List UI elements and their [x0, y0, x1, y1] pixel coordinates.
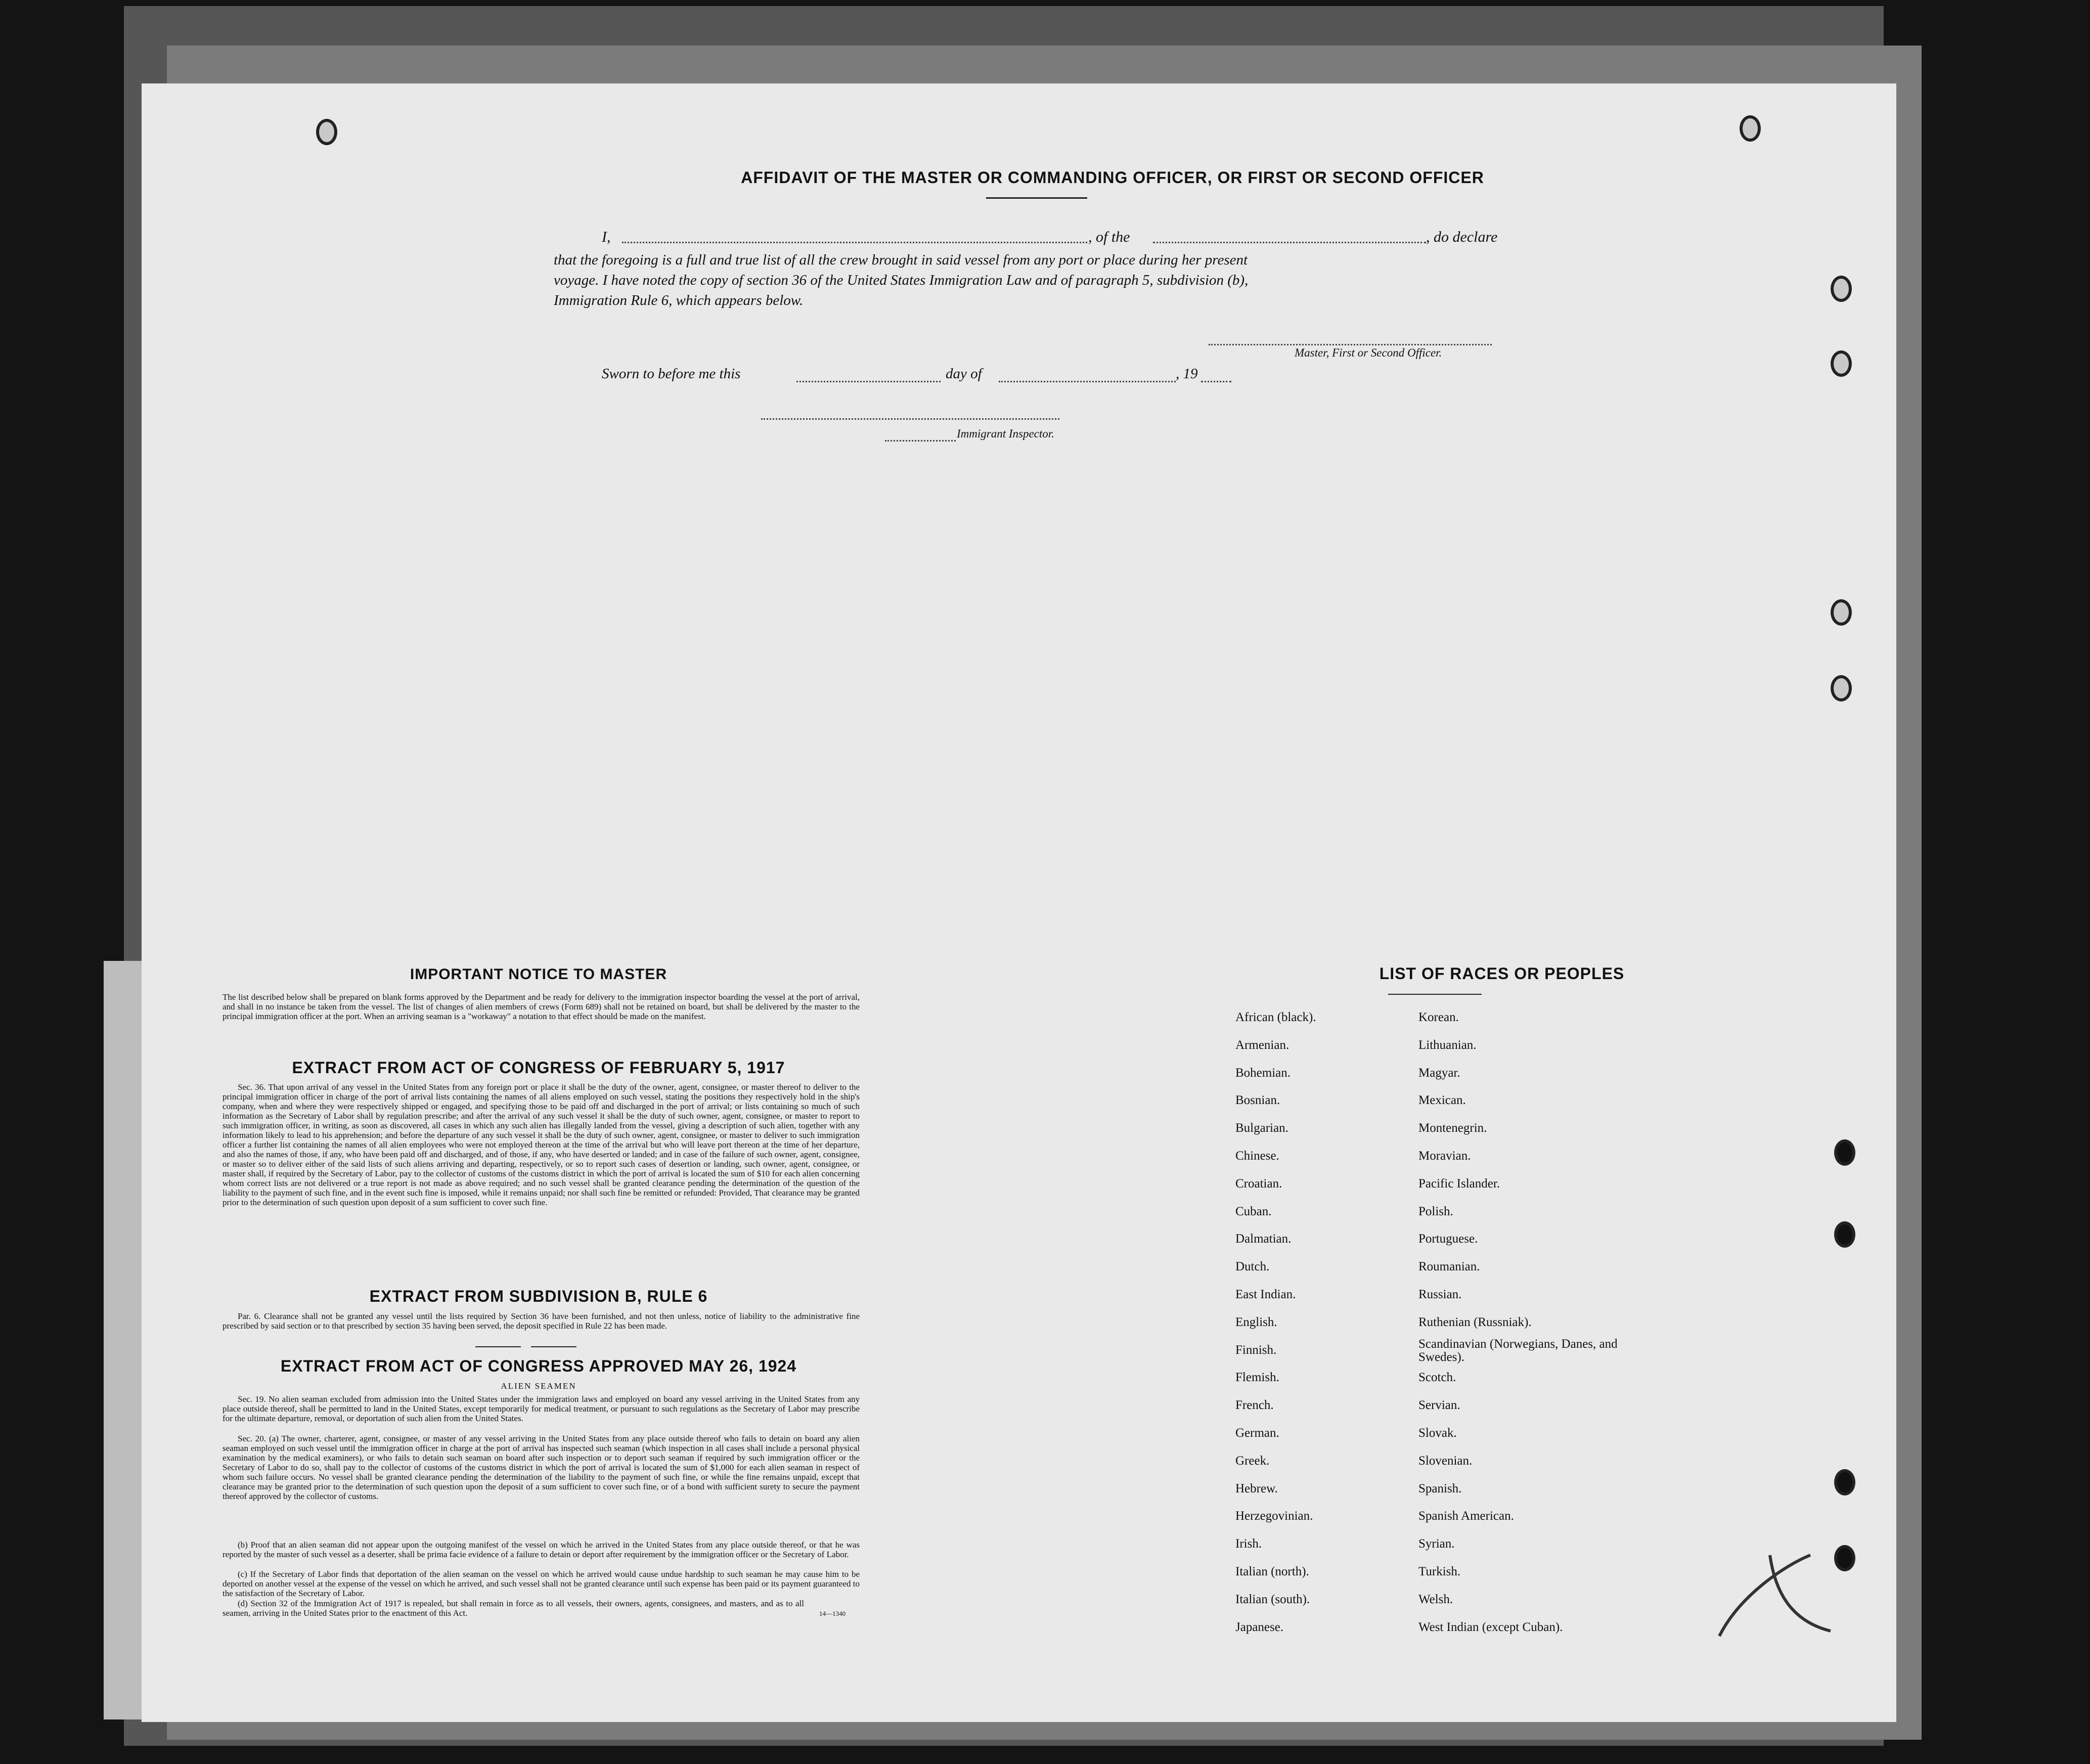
year-label: , 19 [1176, 366, 1198, 382]
race-item: Turkish. [1418, 1564, 1461, 1578]
race-item: Korean. [1418, 1010, 1459, 1024]
race-item: Italian (south). [1235, 1592, 1310, 1606]
race-item: African (black). [1235, 1010, 1316, 1024]
separator-rule [475, 1346, 521, 1347]
race-item: Japanese. [1235, 1620, 1284, 1634]
race-item: Flemish. [1235, 1371, 1279, 1385]
race-item: Pacific Islander. [1418, 1176, 1500, 1190]
punch-hole-icon [1831, 599, 1852, 626]
punch-hole-icon [1834, 1221, 1855, 1248]
subdivision-title: EXTRACT FROM SUBDIVISION B, RULE 6 [369, 1287, 708, 1305]
punch-hole-icon [1831, 350, 1852, 377]
race-item: East Indian. [1235, 1287, 1296, 1301]
extract-1924-title: EXTRACT FROM ACT OF CONGRESS APPROVED MAY 26, 1924 [280, 1357, 797, 1375]
race-item: Dutch. [1235, 1260, 1270, 1274]
races-title-rule [1388, 994, 1482, 995]
race-item: Bosnian. [1235, 1093, 1280, 1108]
race-item: Italian (north). [1235, 1564, 1309, 1578]
declarant-name-blank [622, 242, 1087, 243]
extract-1917-text: Sec. 36. That upon arrival of any vessel in the United States from any foreign port or place it shall be the duty of the owner, agent, consignee, or master thereof to deliver to the principal immigration officer in charge of the port of arrival lists containing the names of all aliens employed on such vessel, stating the positions they respectively hold in the ship's company, when and where they were respectively shipped or engaged, and specifying those to be paid off and discharged in the port of arrival; or lists containing so much of such information as the Secretary of Labor shall by regulation prescribe; and after the arrival of any such vessel it shall be the duty of such owner, agent, consignee, or master to report to such immigration officer, in writing, as soon as discovered, all cases in which any such alien has illegally landed from the vessel, giving a description of such alien, together with any information likely to lead to his apprehension; and before the departure of any such vessel it shall be the duty of such owner, agent, consignee, or master to deliver to such immigration officer a further list containing the names of all alien employees who were not employed thereon at the time of the arrival but who will leave port thereon at the time of her departure, and also the names of those, if any, who have been paid off and discharged, and of those, if any, who have deserted or landed; and in case of the failure of such owner, agent, consignee, or master so to deliver either of the said lists of such aliens arriving and departing, respectively, or so to report such cases of desertion or landing, such owner, agent, consignee, or master shall, if required by the Secretary of Labor, pay to the collector of customs of the customs district in which the port of arrival is located the sum of $10 for each alien concerning whom correct lists are not delivered or a true report is not made as above required; and no such vessel shall be granted clearance pending the determination of the question of the liability to the payment of such fine, and in the event such fine is imposed, while it remains unpaid; nor shall such fine be remitted or refunded: Provided, That clearance may be granted prior to the determination of such question upon deposit of a sum sufficient to cover such fine. [223, 1082, 860, 1207]
race-item: English. [1235, 1315, 1277, 1329]
notice-text: The list described below shall be prepared on blank forms approved by the Department and be ready for delivery to the immigration inspector boarding the vessel at the port of arrival, and shall in no instance be taken from the vessel. The list of changes of alien members of crews (Form 689) shall not be retained on board, but shall be delivered by the master to the principal immigration officer at the port. When an arriving seaman is a "workaway" a notation to that effect should be made on the manifest. [223, 992, 860, 1021]
race-item: German. [1235, 1426, 1279, 1440]
race-item: Slovak. [1418, 1426, 1457, 1440]
affidavit-line-2: voyage. I have noted the copy of section 36 of the United States Immigration Law and of paragraph 5, subdivision (b), [554, 272, 1249, 288]
race-item: Syrian. [1418, 1537, 1455, 1551]
race-item: Chinese. [1235, 1149, 1279, 1163]
race-item: Dalmatian. [1235, 1232, 1292, 1246]
subdivision-text: Par. 6. Clearance shall not be granted any vessel until the lists required by Section 36 have been furnished, and not then unless, notice of liability to the administrative fine prescribed by said section or to that prescribed by section 35 having been served, the deposit specified in Rule 22 has been made. [223, 1311, 860, 1331]
race-item: Croatian. [1235, 1176, 1282, 1190]
race-item: Polish. [1418, 1204, 1453, 1218]
declare-label: , do declare [1426, 229, 1498, 245]
inspector-signature-blank [761, 418, 1059, 420]
race-item: Spanish. [1418, 1481, 1462, 1495]
race-item: Cuban. [1235, 1204, 1272, 1218]
signature-label: Master, First or Second Officer. [1295, 346, 1442, 359]
vessel-label: , of the [1088, 229, 1130, 245]
punch-hole-icon [316, 119, 337, 145]
separator-rule [531, 1346, 576, 1347]
sworn-year-blank [1201, 381, 1231, 382]
affidavit-line-1: that the foregoing is a full and true list of all the crew brought in said vessel from any port or place during her present [554, 252, 1248, 268]
race-item: Herzegovinian. [1235, 1509, 1313, 1523]
section-19-text: Sec. 19. No alien seaman excluded from admission into the United States under the immigration laws and employed on board any vessel arriving in the United States from any place outside thereof, shall be permitted to land in the United States, except temporarily for medical treatment, or pursuant to such regulations as the Secretary of Labor may prescribe for the ultimate departure, removal, or deportation of such alien from the United States. [223, 1394, 860, 1423]
race-item: Mexican. [1418, 1093, 1466, 1108]
race-item: French. [1235, 1398, 1274, 1413]
affidavit-title: AFFIDAVIT OF THE MASTER OR COMMANDING OFFICER, OR FIRST OR SECOND OFFICER [741, 168, 1484, 187]
race-item: Scotch. [1418, 1371, 1456, 1385]
race-item: Greek. [1235, 1453, 1270, 1468]
punch-hole-icon [1831, 675, 1852, 701]
punch-hole-icon [1740, 115, 1761, 142]
section-20d-text: (d) Section 32 of the Immigration Act of 1917 is repealed, but shall remain in force as to all vessels, their owners, agents, consignees, and masters, and as to all seamen, arriving in the United States prior to the enactment of this Act. [223, 1599, 804, 1618]
manifest-page [142, 83, 1896, 1722]
punch-hole-icon [1834, 1469, 1855, 1495]
race-item: Armenian. [1235, 1038, 1289, 1052]
race-item: Lithuanian. [1418, 1038, 1477, 1052]
race-item: Welsh. [1418, 1592, 1453, 1606]
races-title: LIST OF RACES OR PEOPLES [1379, 964, 1625, 983]
inspector-blank [885, 440, 956, 442]
vessel-name-blank [1153, 242, 1426, 243]
declarant-label: I, [602, 229, 611, 245]
race-item: Roumanian. [1418, 1260, 1480, 1274]
sworn-day-blank [796, 381, 941, 382]
race-item: Hebrew. [1235, 1481, 1278, 1495]
form-number: 14—1340 [819, 1610, 846, 1617]
race-item: Bulgarian. [1235, 1121, 1288, 1135]
race-item: Scandinavian (Norwegians, Danes, and Swedes). [1418, 1337, 1618, 1364]
notice-title: IMPORTANT NOTICE TO MASTER [410, 966, 668, 983]
race-item: West Indian (except Cuban). [1418, 1620, 1563, 1634]
extract-1917-title: EXTRACT FROM ACT OF CONGRESS OF FEBRUARY 5, 1917 [292, 1059, 785, 1077]
race-item: Ruthenian (Russniak). [1418, 1315, 1532, 1329]
race-item: Bohemian. [1235, 1066, 1291, 1080]
section-20b-text: (b) Proof that an alien seaman did not appear upon the outgoing manifest of the vessel on which he arrived in the United States from any place outside thereof, or that he was reported by the master of such vessel as a deserter, shall be prima facie evidence of a failure to detain or deport after requirement by the immigration officer or the Secretary of Labor. [223, 1540, 860, 1559]
races-left-column [1235, 1004, 1417, 1641]
title-rule [986, 197, 1087, 199]
section-20c-text: (c) If the Secretary of Labor finds that deportation of the alien seaman on the vessel on which he arrived would cause undue hardship to such seaman he may cause him to be deported on another vessel at the expense of the vessel on which he arrived, and such vessel shall not be granted clearance until such expense has been paid or its payment guaranteed to the satisfaction of the Secretary of Labor. [223, 1569, 860, 1598]
race-item: Servian. [1418, 1398, 1460, 1413]
day-of-label: day of [946, 366, 982, 382]
race-item: Russian. [1418, 1287, 1462, 1301]
race-item: Montenegrin. [1418, 1121, 1487, 1135]
section-20a-text: Sec. 20. (a) The owner, charterer, agent, consignee, or master of any vessel arriving in the United States from any place outside thereof who fails to detain on board any alien seaman employed on such vessel until the immigration officer in charge at the port of arrival has inspected such seaman (which inspection in all cases shall include a personal physical examination by the medical examiners), or who fails to detain such seaman on board after such inspection or to deport such seaman if required by such immigration officer or the Secretary of Labor to do so, shall pay to the collector of customs of the customs district in which the port of arrival is located the sum of $1,000 for each alien seaman in respect of whom such failure occurs. No vessel shall be granted clearance pending the determination of the liability to the payment of such fine, or while the fine remains unpaid, except that clearance may be granted prior to the determination of such question upon the deposit of a sum sufficient to cover such fine, or of a bond with sufficient surety to secure the payment thereof approved by the collector of customs. [223, 1434, 860, 1501]
race-item: Finnish. [1235, 1343, 1277, 1357]
punch-hole-icon [1831, 276, 1852, 302]
race-item: Moravian. [1418, 1149, 1471, 1163]
sworn-month-blank [999, 381, 1176, 382]
races-right-column [1418, 1004, 1631, 1641]
race-item: Irish. [1235, 1537, 1262, 1551]
race-item: Magyar. [1418, 1066, 1460, 1080]
signature-blank [1209, 344, 1492, 345]
handwritten-mark [1709, 1535, 1841, 1651]
affidavit-line-3: Immigration Rule 6, which appears below. [554, 292, 804, 308]
alien-seamen-subtitle: ALIEN SEAMEN [501, 1381, 576, 1391]
punch-hole-icon [1834, 1139, 1855, 1166]
race-item: Spanish American. [1418, 1509, 1514, 1523]
race-item: Portuguese. [1418, 1232, 1478, 1246]
sworn-label: Sworn to before me this [602, 366, 741, 382]
inspector-label: Immigrant Inspector. [957, 427, 1054, 440]
race-item: Slovenian. [1418, 1453, 1473, 1468]
